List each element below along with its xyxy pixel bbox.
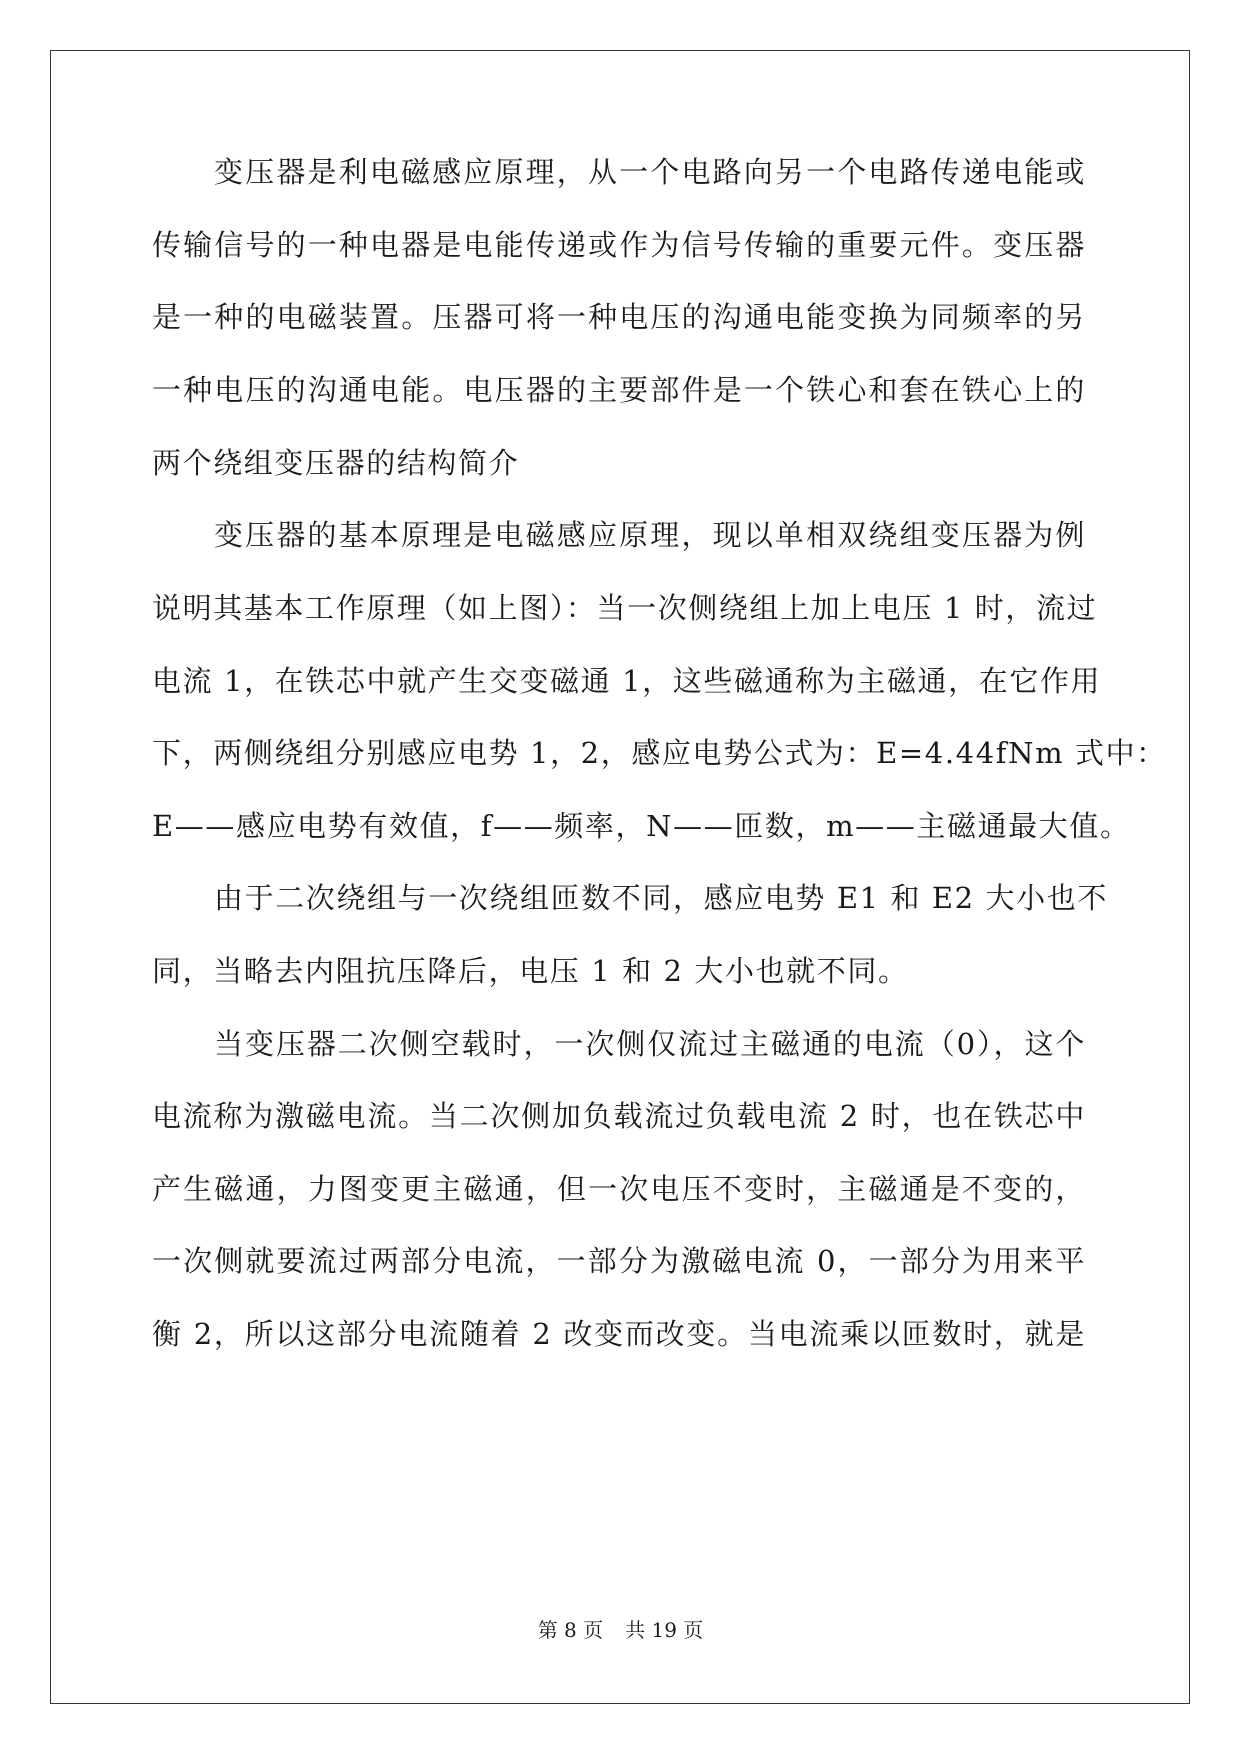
paragraph-line: 同，当略去内阻抗压降后，电压 1 和 2 大小也就不同。 [152, 954, 909, 988]
paragraph-line: 传输信号的一种电器是电能传递或作为信号传输的重要元件。变压器 [152, 228, 1086, 262]
paragraph-line: 是一种的电磁装置。压器可将一种电压的沟通电能变换为同频率的另 [152, 300, 1086, 334]
page-total: 共 19 页 [625, 1618, 704, 1642]
page-number: 第 8 页 [537, 1618, 604, 1642]
paragraph-line: 由于二次绕组与一次绕组匝数不同，感应电势 E1 和 E2 大小也不 [214, 881, 1108, 915]
paragraph-line: 当变压器二次侧空载时，一次侧仅流过主磁通的电流（0），这个 [214, 1027, 1086, 1061]
paragraph-line: 两个绕组变压器的结构简介 [152, 446, 520, 480]
paragraph-line: 说明其基本工作原理（如上图）：当一次侧绕组上加上电压 1 时，流过 [152, 591, 1098, 625]
paragraph-line: 电流 1，在铁芯中就产生交变磁通 1，这些磁通称为主磁通，在它作用 [152, 664, 1102, 698]
paragraph-line: 变压器是利电磁感应原理，从一个电路向另一个电路传递电能或 [214, 155, 1086, 189]
paragraph-line: 电流称为激磁电流。当二次侧加负载流过负载电流 2 时，也在铁芯中 [152, 1099, 1086, 1133]
paragraph-line: 一次侧就要流过两部分电流，一部分为激磁电流 0，一部分为用来平 [152, 1244, 1086, 1278]
paragraph-line: 变压器的基本原理是电磁感应原理，现以单相双绕组变压器为例 [214, 518, 1086, 552]
paragraph-line: 一种电压的沟通电能。电压器的主要部件是一个铁心和套在铁心上的 [152, 373, 1086, 407]
paragraph-line: 衡 2，所以这部分电流随着 2 改变而改变。当电流乘以匝数时，就是 [152, 1317, 1086, 1351]
paragraph-line: 下，两侧绕组分别感应电势 1，2，感应电势公式为：E=4.44fNm 式中： [152, 736, 1167, 770]
paragraph-line: 产生磁通，力图变更主磁通，但一次电压不变时，主磁通是不变的， [152, 1172, 1086, 1206]
page-footer [0, 1617, 1241, 1643]
paragraph-line: E——感应电势有效值，f——频率，N——匝数，m——主磁通最大值。 [152, 809, 1131, 843]
